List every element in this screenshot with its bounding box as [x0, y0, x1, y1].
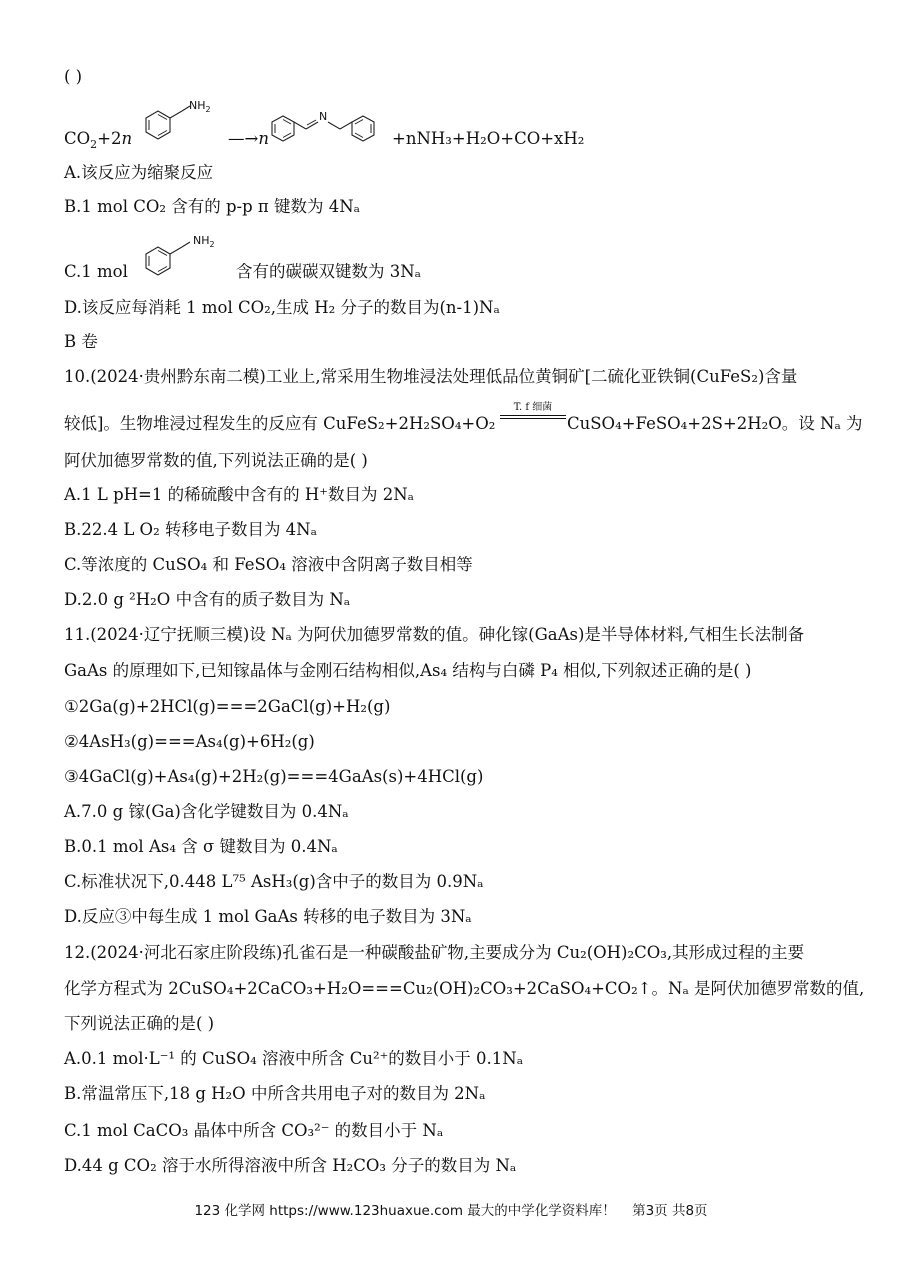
q10-option-b: B.22.4 L O₂ 转移电子数目为 4Nₐ: [64, 520, 317, 539]
q11-reaction-1: ①2Ga(g)+2HCl(g)===2GaCl(g)+H₂(g): [64, 697, 391, 716]
nh-text: NH: [189, 99, 206, 112]
coefficient-text: +2: [97, 129, 122, 148]
n-text: n: [121, 129, 133, 148]
nh2-label-2: [193, 234, 215, 249]
q11-stem-line1: 11.(2024·辽宁抚顺三模)设 Nₐ 为阿伏加德罗常数的值。砷化镓(GaAs)是半导体材料,气相生长法制备: [64, 625, 805, 644]
q10-option-c: C.等浓度的 CuSO₄ 和 FeSO₄ 溶液中含阴离子数目相等: [64, 555, 473, 574]
nh2-subscript-2: 2: [209, 240, 215, 249]
q10-stem-line3: 阿伏加德罗常数的值,下列说法正确的是( ): [64, 451, 368, 470]
nh-text-2: NH: [193, 234, 210, 247]
q9-option-a: A.该反应为缩聚反应: [64, 163, 214, 182]
page-footer: [0, 1199, 902, 1219]
q9-answer-paren: ( ): [64, 67, 83, 86]
imine-n-label: N: [319, 110, 328, 123]
q10-stem-line2-pre: 较低]。生物堆浸过程发生的反应有 CuFeS₂+2H₂SO₄+O₂: [64, 414, 496, 433]
q9-equation-lhs: [64, 128, 132, 156]
q12-stem-line3: 下列说法正确的是( ): [64, 1014, 215, 1033]
q12-stem-line2: 化学方程式为 2CuSO₄+2CaCO₃+H₂O===Cu₂(OH)₂CO₃+2CaSO₄+CO₂↑。Nₐ 是阿伏加德罗常数的值,: [64, 979, 865, 998]
q11-option-a: A.7.0 g 镓(Ga)含化学键数目为 0.4Nₐ: [64, 802, 349, 821]
co2-subscript: 2: [90, 138, 98, 151]
q9-option-c-suffix: 含有的碳碳双键数为 3Nₐ: [236, 262, 422, 281]
arrow-text: —→: [228, 129, 259, 148]
q11-option-c: C.标准状况下,0.448 L⁷⁵ AsH₃(g)含中子的数目为 0.9Nₐ: [64, 872, 484, 891]
q9-option-d: D.该反应每消耗 1 mol CO₂,生成 H₂ 分子的数目为(n-1)Nₐ: [64, 298, 500, 317]
q10-stem-line1: 10.(2024·贵州黔东南二模)工业上,常采用生物堆浸法处理低品位黄铜矿[二硫化亚铁铜(CuFeS₂)含量: [64, 367, 798, 386]
q11-option-d: D.反应③中每生成 1 mol GaAs 转移的电子数目为 3Nₐ: [64, 907, 472, 926]
footer-page-number: 第3页 共8页: [632, 1203, 708, 1219]
co2-text: CO: [64, 129, 91, 148]
reaction-condition: [500, 402, 566, 419]
condition-label: T. f 细菌: [513, 402, 553, 413]
q11-option-b: B.0.1 mol As₄ 含 σ 键数目为 0.4Nₐ: [64, 837, 338, 856]
q10-option-d: D.2.0 g ²H₂O 中含有的质子数目为 Nₐ: [64, 590, 351, 609]
section-b-heading: B 卷: [64, 332, 98, 351]
equals-line-bottom: [500, 418, 566, 419]
q9-option-b: B.1 mol CO₂ 含有的 p-p π 键数为 4Nₐ: [64, 197, 361, 216]
nh2-label: [189, 99, 211, 114]
reaction-arrow: [228, 128, 269, 150]
equals-line-top: [500, 415, 566, 416]
imine-product-structure: [266, 104, 396, 150]
q9-equation-rhs: +nNH₃+H₂O+CO+xH₂: [392, 129, 585, 148]
q11-reaction-3: ③4GaCl(g)+As₄(g)+2H₂(g)===4GaAs(s)+4HCl(g): [64, 767, 484, 786]
q12-stem-line1: 12.(2024·河北石家庄阶段练)孔雀石是一种碳酸盐矿物,主要成分为 Cu₂(OH)₂CO₃,其形成过程的主要: [64, 943, 805, 962]
footer-site-text: 123 化学网 https://www.123huaxue.com 最大的中学化学资料库！: [194, 1203, 616, 1219]
q9-option-c-prefix: C.1 mol: [64, 262, 128, 281]
q12-option-c: C.1 mol CaCO₃ 晶体中所含 CO₃²⁻ 的数目小于 Nₐ: [64, 1121, 444, 1140]
q10-stem-line2-post: CuSO₄+FeSO₄+2S+2H₂O。设 Nₐ 为: [567, 414, 863, 433]
nh2-subscript: 2: [205, 105, 211, 114]
n-text-2: n: [258, 129, 269, 148]
q10-option-a: A.1 L pH=1 的稀硫酸中含有的 H⁺数目为 2Nₐ: [64, 485, 415, 504]
q12-option-a: A.0.1 mol·L⁻¹ 的 CuSO₄ 溶液中所含 Cu²⁺的数目小于 0.1Nₐ: [64, 1049, 524, 1068]
q11-stem-line2: GaAs 的原理如下,已知镓晶体与金刚石结构相似,As₄ 结构与白磷 P₄ 相似,下列叙述正确的是( ): [64, 661, 752, 680]
q12-option-b: B.常温常压下,18 g H₂O 中所含共用电子对的数目为 2Nₐ: [64, 1084, 486, 1103]
q12-option-d: D.44 g CO₂ 溶于水所得溶液中所含 H₂CO₃ 分子的数目为 Nₐ: [64, 1156, 517, 1175]
q11-reaction-2: ②4AsH₃(g)===As₄(g)+6H₂(g): [64, 732, 315, 751]
